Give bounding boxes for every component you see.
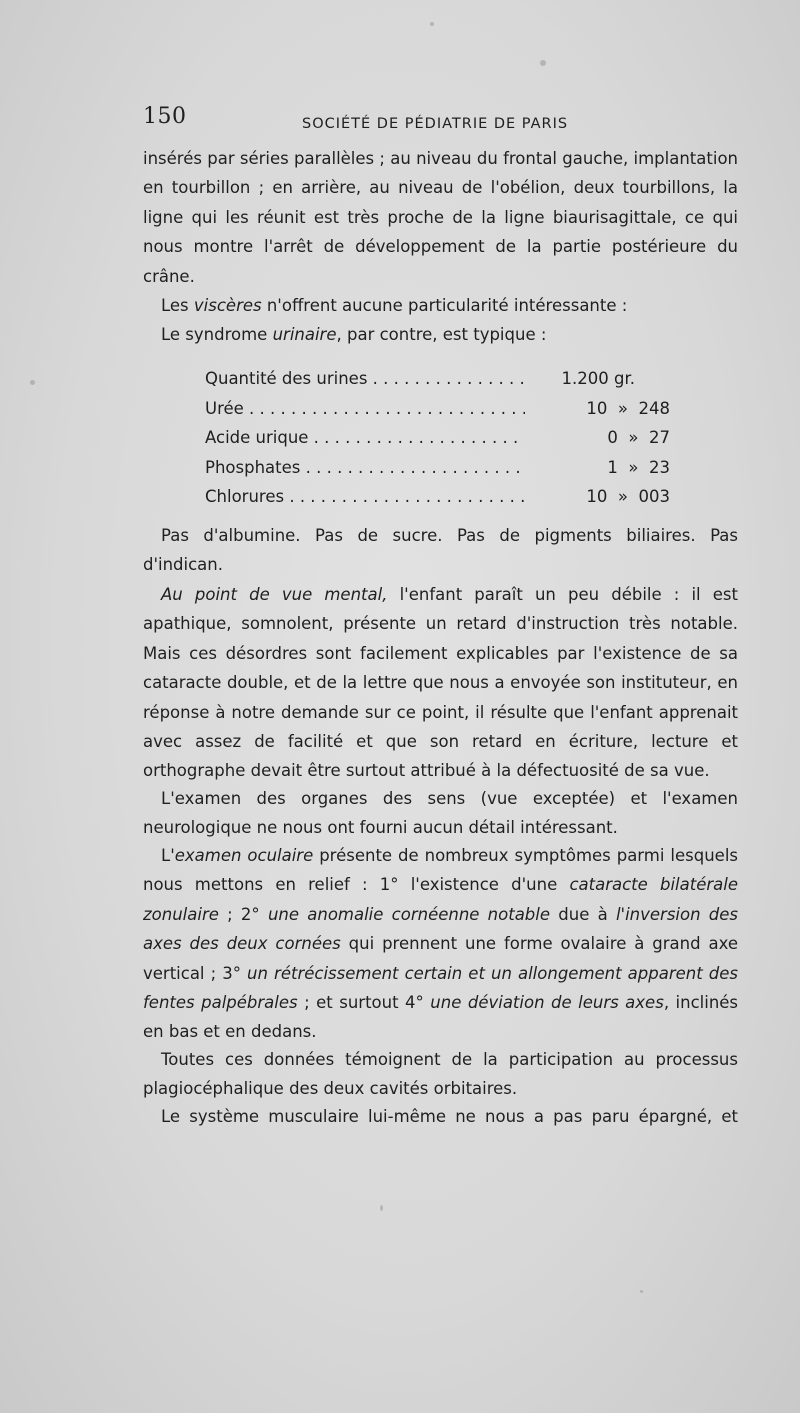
senses-paragraph: L'examen des organes des sens (vue exceptée) et l'examen neurologique ne nous ont fourni aucun détail intéressant.	[143, 789, 738, 838]
mental-paragraph: Au point de vue mental, l'enfant paraît un peu débile : il est apathique, somnolent, présente un retard d'instruction très notable. Mais ces désordres sont facilement explicables par l'existence de sa cataracte double, et de la lettre que nous a envoyée son instituteur, en réponse à notre demande sur ce point, il résulte que l'enfant apprenait avec assez de facilité et que son retard en écriture, lecture et orthographe devait être surtout attribué à la défectuosité de sa vue.	[143, 585, 738, 781]
row-label: Acide urique . . .	[205, 423, 525, 453]
paper-speck	[640, 1290, 643, 1293]
orbital-paragraph: Toutes ces données témoignent de la participation au processus plagiocéphalique des deux cavités orbitaires.	[143, 1050, 738, 1099]
row-value: 10 » 003	[586, 487, 670, 506]
table-row	[205, 482, 685, 512]
table-row	[205, 364, 685, 394]
table-row	[205, 423, 685, 453]
table-row	[205, 453, 685, 483]
mental-term: Au point de vue mental,	[161, 585, 388, 604]
page-number: 150	[143, 104, 187, 129]
row-label: Urée . . .	[205, 394, 525, 424]
intro-paragraph	[143, 144, 738, 291]
viscera-term: viscères	[193, 296, 262, 315]
row-value: 0 » 27	[607, 428, 670, 447]
page-header	[143, 104, 743, 134]
row-value: 1 » 23	[607, 457, 670, 477]
row-label: Phosphates . . .	[205, 453, 525, 483]
row-value: 1.200 gr.	[561, 369, 635, 388]
paper-speck	[30, 380, 35, 385]
running-title: SOCIÉTÉ DE PÉDIATRIE DE PARIS	[302, 116, 569, 132]
urinary-term: urinaire	[272, 325, 337, 344]
ocular-paragraph: L'examen oculaire présente de nombreux symptômes parmi lesquels nous mettons en relief : 1° l'existence d'une cataracte bilatérale zonulaire ; 2° une anomalie cornéenne notable due à l'inversion des axes des deux cornées qui prennent une forme ovalaire à grand axe vertical ; 3° un rétrécissement certain et un allongement apparent des fentes palpébrales ; et surtout 4° une déviation de leurs axes, inclinés en bas et en dedans.	[143, 846, 739, 1042]
row-label: Quantité des urines . . .	[205, 364, 525, 394]
table-row	[205, 394, 685, 424]
absence-paragraph: Pas d'albumine. Pas de sucre. Pas de pigments biliaires. Pas d'indican.	[143, 526, 738, 575]
intro-paragraph-text: insérés par séries parallèles ; au niveau du frontal gauche, implantation en tourbillon ; en arrière, au niveau de l'obélion, deux tourbillons, la ligne qui les réunit est très proche de la ligne biaurisagittale, ce qui nous montre l'arrêt de développement de la partie postérieure du crâne.	[143, 149, 738, 286]
paper-speck	[540, 60, 546, 66]
row-label: Chlorures . . .	[205, 482, 525, 512]
urine-analysis-table	[205, 364, 685, 512]
paper-speck	[380, 1205, 383, 1211]
paper-speck	[430, 22, 434, 26]
viscera-paragraph: Les viscères n'offrent aucune particularité intéressante :	[161, 296, 628, 315]
muscular-paragraph: Le système musculaire lui-même ne nous a pas paru épargné, et	[161, 1107, 738, 1126]
row-value: 10 » 248	[586, 398, 670, 418]
urinary-paragraph: Le syndrome urinaire, par contre, est typique :	[161, 325, 547, 344]
